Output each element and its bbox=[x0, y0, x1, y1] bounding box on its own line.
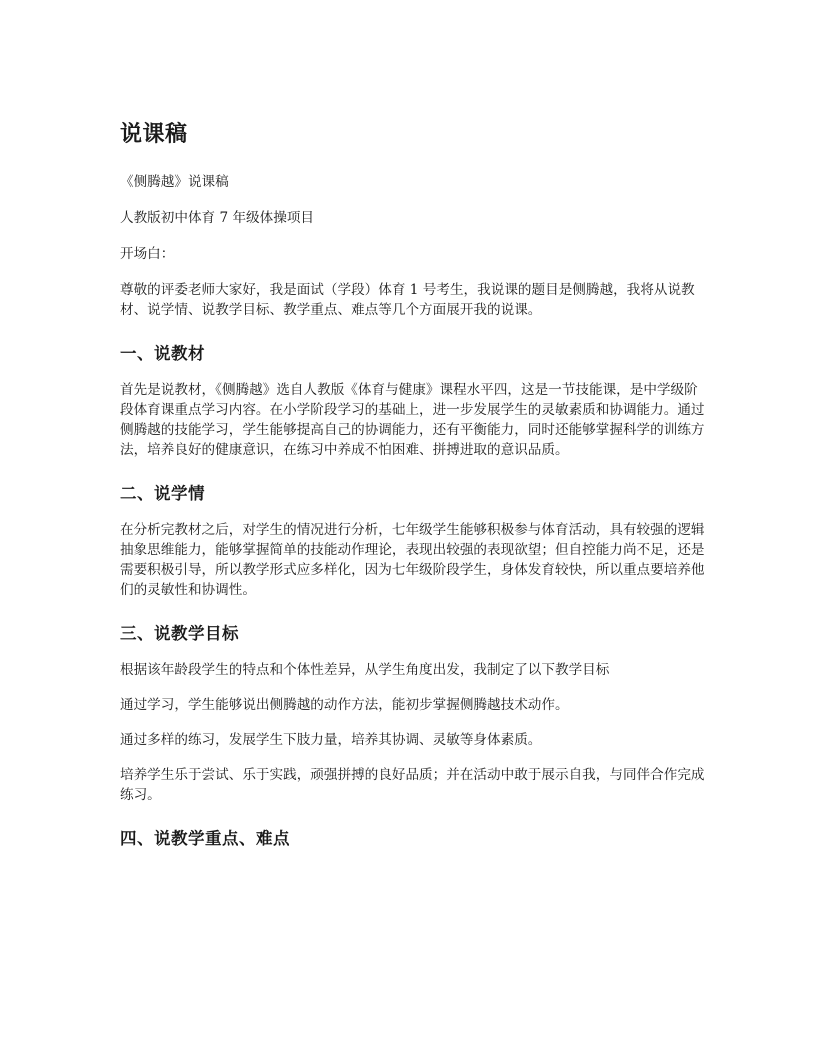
section-paragraph: 首先是说教材，《侧腾越》选自人教版《体育与健康》课程水平四，这是一节技能课，是中学级阶段体育课重点学习内容。在小学阶段学习的基础上，进一步发展学生的灵敏素质和协调能力。通过侧腾越的技能学习，学生能够提高自己的协调能力，还有平衡能力，同时还能够掌握科学的训练方法，培养良好的健康意识，在练习中养成不怕困难、拼搏进取的意识品质。 bbox=[120, 382, 705, 458]
section-objectives bbox=[120, 622, 710, 805]
section-paragraph: 培养学生乐于尝试、乐于实践，顽强拼搏的良好品质；并在活动中敢于展示自我，与同伴合作完成练习。 bbox=[120, 767, 705, 803]
doc-edition: 人教版初中体育 7 年级体操项目 bbox=[120, 210, 315, 226]
section-paragraph: 根据该年龄段学生的特点和个体性差异，从学生角度出发，我制定了以下教学目标 bbox=[120, 662, 610, 678]
section-students bbox=[120, 482, 710, 600]
document-page bbox=[120, 118, 710, 865]
section-key-points bbox=[120, 827, 710, 851]
section-heading: 二、说学情 bbox=[120, 484, 205, 503]
section-paragraph: 通过学习，学生能够说出侧腾越的动作方法，能初步掌握侧腾越技术动作。 bbox=[120, 697, 569, 713]
page-title: 说课稿 bbox=[120, 122, 188, 147]
section-heading: 三、说教学目标 bbox=[120, 624, 239, 643]
opening-label: 开场白： bbox=[120, 246, 175, 262]
opening-paragraph: 尊敬的评委老师大家好，我是面试（学段）体育 1 号考生，我说课的题目是侧腾越，我将从说教材、说学情、说教学目标、教学重点、难点等几个方面展开我的说课。 bbox=[120, 282, 695, 318]
section-heading: 四、说教学重点、难点 bbox=[120, 829, 290, 848]
section-paragraph: 在分析完教材之后，对学生的情况进行分析，七年级学生能够积极参与体育活动，具有较强的逻辑抽象思维能力，能够掌握简单的技能动作理论，表现出较强的表现欲望；但自控能力尚不足，还是需要积极引导，所以教学形式应多样化，因为七年级阶段学生，身体发育较快，所以重点要培养他们的灵敏性和协调性。 bbox=[120, 522, 705, 598]
section-textbook bbox=[120, 342, 710, 460]
section-paragraph: 通过多样的练习，发展学生下肢力量，培养其协调、灵敏等身体素质。 bbox=[120, 732, 542, 748]
doc-subtitle: 《侧腾越》说课稿 bbox=[120, 174, 229, 190]
section-heading: 一、说教材 bbox=[120, 344, 205, 363]
